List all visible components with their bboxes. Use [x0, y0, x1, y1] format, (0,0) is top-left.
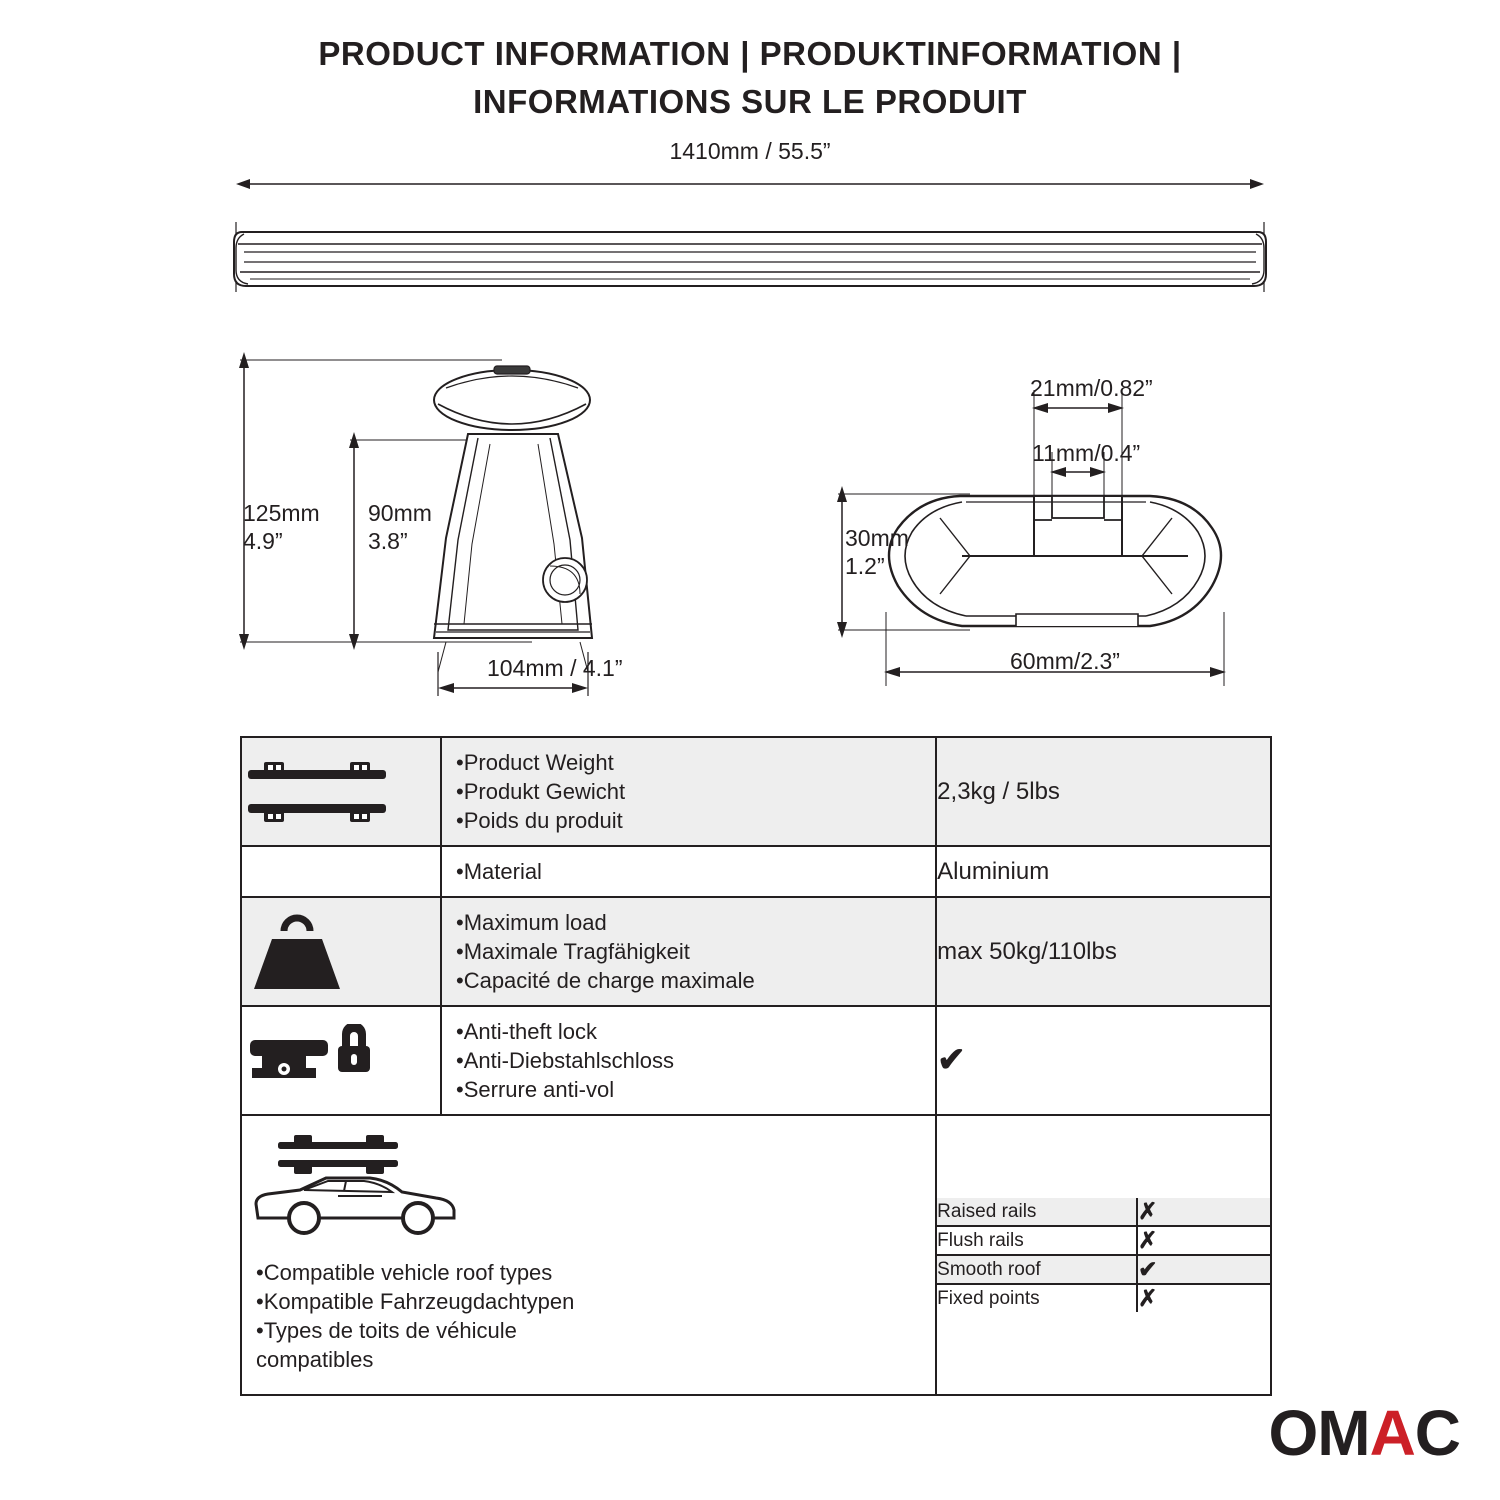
spec-label: •Anti-theft lock: [456, 1019, 597, 1045]
lock-icon: [242, 1024, 382, 1098]
table-row: [241, 1115, 1271, 1395]
spec-label: •Anti-Diebstahlschloss: [456, 1048, 675, 1074]
foot-inner-height-mm: 90mm: [368, 500, 432, 526]
spec-label: •Capacité de charge maximale: [456, 968, 755, 994]
roof-type-row: [937, 1284, 1270, 1312]
profile-slot-inner-label: 11mm/0.4”: [1032, 440, 1141, 466]
foot-inner-height-label: [368, 500, 432, 555]
weight-icon-cell: [241, 897, 441, 1006]
max-load-value: max 50kg/110lbs: [936, 897, 1271, 1006]
max-load-label-cell: [441, 897, 936, 1006]
profile-width-label: 60mm/2.3”: [1010, 648, 1120, 674]
car-with-rack-icon: [242, 1130, 472, 1240]
spec-label: •Produkt Gewicht: [456, 779, 626, 805]
table-row: [241, 737, 1271, 846]
brand-logo-text-after: C: [1414, 1397, 1460, 1469]
spec-label: •Serrure anti-vol: [456, 1077, 615, 1103]
roof-type-row: [937, 1255, 1270, 1284]
roof-type-mark: ✗: [1137, 1198, 1270, 1226]
brand-logo-text-accent: A: [1369, 1397, 1415, 1469]
foot-total-height-in: 4.9”: [243, 527, 283, 554]
crossbars-icon-cell: [241, 737, 441, 846]
roof-type-label: Flush rails: [937, 1226, 1137, 1255]
spec-label: •Types de toits de véhicule: [256, 1318, 517, 1344]
roof-types-table: [937, 1198, 1270, 1312]
spec-label: •Material: [456, 859, 542, 885]
profile-slot-outer-label: 21mm/0.82”: [1030, 375, 1153, 401]
lock-label-cell: [441, 1006, 936, 1115]
weight-label-cell: [441, 737, 936, 846]
foot-total-height-label: [243, 500, 320, 555]
profile-height-mm: 30mm: [845, 525, 909, 551]
crossbars-icon: [242, 756, 392, 828]
foot-inner-height-in: 3.8”: [368, 527, 408, 554]
profile-height-in: 1.2”: [845, 552, 885, 579]
spec-label: •Maximale Tragfähigkeit: [456, 939, 690, 965]
length-dimension-arrow: [236, 178, 1264, 190]
spec-label: •Compatible vehicle roof types: [256, 1260, 553, 1286]
material-label-cell: [441, 846, 936, 897]
lock-check-mark: ✔: [937, 1041, 966, 1080]
spec-label: compatibles: [256, 1347, 374, 1373]
table-row: [241, 1006, 1271, 1115]
roof-type-row: [937, 1198, 1270, 1226]
foot-total-height-mm: 125mm: [243, 500, 320, 526]
table-row: [241, 846, 1271, 897]
page-title-line-2: INFORMATIONS SUR LE PRODUIT: [473, 82, 1027, 120]
brand-logo: [1268, 1396, 1460, 1470]
car-with-rack-icon-wrap: [242, 1116, 935, 1240]
product-spec-table: [240, 736, 1272, 1396]
lock-value-cell: [936, 1006, 1271, 1115]
lock-icon-cell: [241, 1006, 441, 1115]
weight-icon: [242, 909, 352, 995]
roof-types-matrix-cell: [936, 1115, 1271, 1395]
material-value: Aluminium: [936, 846, 1271, 897]
spec-label: •Kompatible Fahrzeugdachtypen: [256, 1289, 575, 1315]
roof-types-label-cell: [241, 1115, 936, 1395]
roof-type-row: [937, 1226, 1270, 1255]
material-icon-cell: [241, 846, 441, 897]
page-title: [0, 30, 1500, 126]
spec-label: •Product Weight: [456, 750, 614, 775]
roof-type-label: Fixed points: [937, 1284, 1137, 1312]
brand-logo-text-before: OM: [1268, 1397, 1370, 1469]
foot-width-label: 104mm / 4.1”: [487, 655, 623, 681]
roof-type-mark: ✗: [1137, 1284, 1270, 1312]
roof-type-mark: ✗: [1137, 1226, 1270, 1255]
length-dimension-label: 1410mm / 55.5”: [669, 138, 831, 164]
roof-type-mark: ✔: [1137, 1255, 1270, 1284]
page-title-line-1: PRODUCT INFORMATION | PRODUKTINFORMATION |: [318, 35, 1182, 72]
table-row: [241, 897, 1271, 1006]
brand-logo-text: [1268, 1396, 1460, 1470]
roof-type-label: Smooth roof: [937, 1255, 1137, 1284]
spec-label: •Maximum load: [456, 910, 607, 936]
profile-height-label: [845, 525, 909, 580]
crossbar-top-view: [228, 222, 1272, 300]
roof-type-label: Raised rails: [937, 1198, 1137, 1226]
spec-label: •Poids du produit: [456, 808, 623, 834]
weight-value: 2,3kg / 5lbs: [936, 737, 1271, 846]
